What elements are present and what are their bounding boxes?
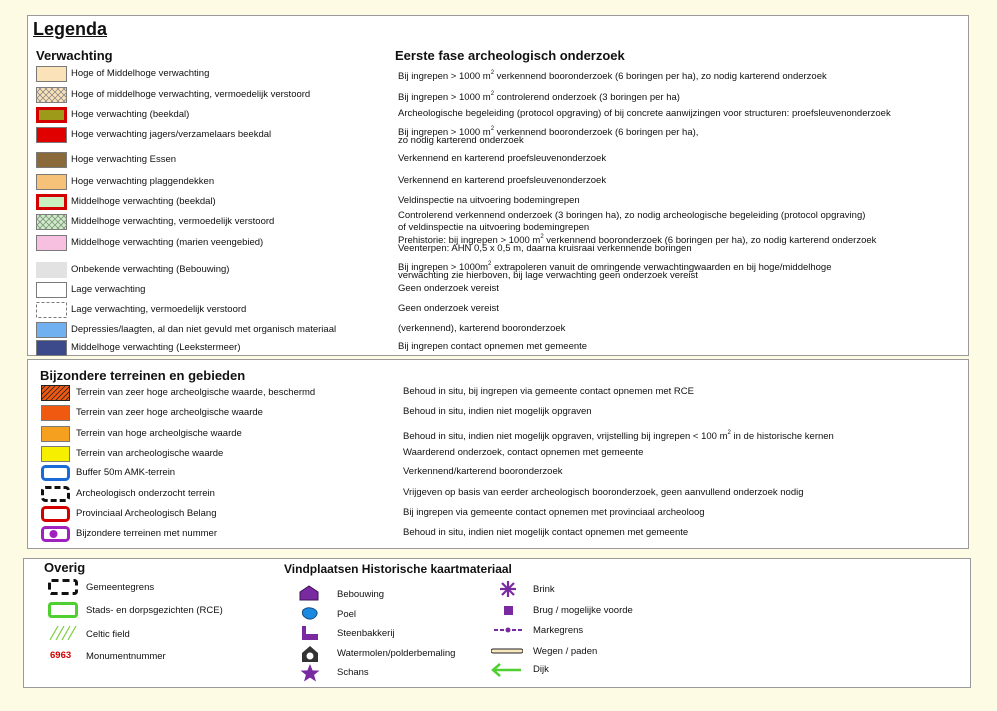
bijzondere-desc-5: Vrijgeven op basis van eerder archeologisch booronderzoek, geen aanvullend onderzoek nodig [403,487,804,498]
verwachting-symbol-3 [36,127,67,143]
bijzondere-heading: Bijzondere terreinen en gebieden [40,368,246,383]
bijzondere-symbol-3 [41,446,70,462]
dike-icon [491,663,523,677]
bijzondere-desc-4: Verkennend/karterend booronderzoek [403,466,563,477]
vind-label-brink: Brink [533,584,555,595]
verwachting-desc-9-1: verwachting zie hierboven, bij lage verwachting geen onderzoek vereist [398,270,698,281]
verwachting-desc-8-0: Prehistorie: bij ingrepen > 1000 $m^2$ verkennend booronderzoek (6 boringen per ha), zo nodig karterend onderzoek [398,234,877,246]
bijzondere-panel [27,359,969,549]
vind-label-schans: Schans [337,667,369,678]
verwachting-symbol-7 [36,214,67,230]
bijzondere-symbol-2 [41,426,70,442]
verwachting-heading: Verwachting [36,48,113,63]
verwachting-label-13: Middelhoge verwachting (Leekstermeer) [71,342,241,353]
vind-label-wegen: Wegen / paden [533,646,598,657]
bijzondere-desc-7: Behoud in situ, indien niet mogelijk contact opnemen met gemeente [403,527,689,538]
verwachting-label-10: Lage verwachting [71,284,146,295]
bijzondere-label-5: Archeologisch onderzocht terrein [76,488,215,499]
verwachting-label-3: Hoge verwachting jagers/verzamelaars beekdal [71,129,272,140]
verwachting-desc-4-0: Verkennend en karterend proefsleuvenonderzoek [398,153,607,164]
overig-label-stadsgezicht: Stads- en dorpsgezichten (RCE) [86,605,223,616]
bijzondere-symbol-4 [41,465,70,481]
verwachting-desc-11-0: Geen onderzoek vereist [398,303,499,314]
verwachting-desc-9-0: Bij ingrepen > $1000m^2$ extrapoleren vanuit de omringende verwachtingwaarden en bij hoge/middelhoge [398,261,832,273]
verwachting-label-0: Hoge of Middelhoge verwachting [71,68,210,79]
verwachting-label-11: Lage verwachting, vermoedelijk verstoord [71,304,247,315]
verwachting-symbol-0 [36,66,67,82]
bijzondere-symbol-6 [41,506,70,522]
verwachting-desc-6-0: Veldinspectie na uitvoering bodemingrepen [398,195,580,206]
townscape-icon [48,602,78,618]
bijzondere-label-4: Buffer 50m AMK-terrein [76,467,176,478]
bijzondere-label-0: Terrein van zeer hoge archeolgische waarde, beschermd [76,387,316,398]
bijzondere-label-6: Provinciaal Archeologisch Belang [76,508,217,519]
bijzondere-symbol-1 [41,405,70,421]
building-icon [298,585,320,601]
star-fort-icon [300,663,320,683]
vind-label-poel: Poel [337,609,357,620]
legend-title: Legenda [33,19,108,39]
municipal-boundary-icon [48,579,78,595]
vind-label-steenbakkerij: Steenbakkerij [337,628,395,639]
bijzondere-label-3: Terrein van archeologische waarde [76,448,224,459]
bijzondere-desc-6: Bij ingrepen via gemeente contact opnemen met provinciaal archeoloog [403,507,705,518]
pond-icon [300,606,320,622]
verwachting-desc-7-1: of veldinspectie na uitvoering bodemingrepen [398,222,590,233]
verwachting-symbol-4 [36,152,67,168]
verwachting-desc-1-0: Bij ingrepen > 1000 $m^2$ controlerend onderzoek (3 boringen per ha) [398,91,680,103]
bijzondere-desc-3: Waarderend onderzoek, contact opnemen met gemeente [403,447,644,458]
verwachting-label-4: Hoge verwachting Essen [71,154,177,165]
village-green-icon [499,580,517,598]
verwachting-desc-10-0: Geen onderzoek vereist [398,283,499,294]
bridge-icon [503,605,515,617]
verwachting-desc-2-0: Archeologische begeleiding (protocol opgraving) of bij concrete aanwijzingen voor structuren: proefsleuvenonderzoek [398,108,891,119]
bijzondere-symbol-7 [41,526,70,542]
mark-boundary-icon [493,626,523,634]
road-icon [491,647,523,655]
bijzondere-symbol-5 [41,486,70,502]
overig-label-monument: Monumentnummer [86,651,166,662]
verwachting-label-7: Middelhoge verwachting, vermoedelijk verstoord [71,216,275,227]
vind-label-brug: Brug / mogelijke voorde [533,605,633,616]
eerste-fase-heading: Eerste fase archeologisch onderzoek [395,48,625,63]
vind-label-bebouwing: Bebouwing [337,589,385,600]
verwachting-label-6: Middelhoge verwachting (beekdal) [71,196,216,207]
verwachting-desc-12-0: (verkennend), karterend booronderzoek [398,323,566,334]
watermill-icon [300,645,320,663]
vind-label-markegrens: Markegrens [533,625,584,636]
verwachting-label-8: Middelhoge verwachting (marien veengebied) [71,237,264,248]
verwachting-symbol-13 [36,340,67,356]
vind-label-watermolen: Watermolen/polderbemaling [337,648,456,659]
verwachting-desc-5-0: Verkennend en karterend proefsleuvenonderzoek [398,175,607,186]
verwachting-label-2: Hoge verwachting (beekdal) [71,109,190,120]
verwachting-symbol-6 [36,194,67,210]
verwachting-desc-7-0: Controlerend verkennend onderzoek (3 boringen ha), zo nodig archeologische begeleiding (protocol opgraving) [398,210,866,221]
verwachting-label-9: Onbekende verwachting (Bebouwing) [71,264,230,275]
verwachting-desc-3-0: Bij ingrepen > 1000 $m^2$ verkennend booronderzoek (6 boringen per ha), [398,126,699,138]
verwachting-desc-3-1: zo nodig karterend onderzoek [398,135,524,146]
verwachting-symbol-5 [36,174,67,190]
overig-heading: Overig [44,560,86,575]
vindplaatsen-heading: Vindplaatsen Historische kaartmateriaal [284,562,512,576]
verwachting-symbol-2 [36,107,67,123]
bijzondere-desc-0: Behoud in situ, bij ingrepen via gemeente contact opnemen met RCE [403,386,694,397]
bijzondere-label-7: Bijzondere terreinen met nummer [76,528,217,539]
celtic-field-icon [48,625,78,641]
verwachting-symbol-10 [36,282,67,298]
brickworks-icon [300,625,320,641]
verwachting-symbol-8 [36,235,67,251]
verwachting-desc-8-1: Veenterpen: AHN 0,5 x 0,5 m, daarna kruisraai verkennende boringen [398,243,692,254]
overig-label-celtic: Celtic field [86,629,130,640]
verwachting-label-5: Hoge verwachting plaggendekken [71,176,215,187]
verwachting-symbol-9 [36,262,67,278]
bijzondere-label-2: Terrein van hoge archeolgische waarde [76,428,242,439]
bijzondere-symbol-0 [41,385,70,401]
verwachting-symbol-11 [36,302,67,318]
verwachting-panel [27,15,969,356]
overig-label-gemeentegrens: Gemeentegrens [86,582,155,593]
vind-label-dijk: Dijk [533,664,549,675]
monument-number-icon: 6963 [50,650,72,661]
verwachting-desc-13-0: Bij ingrepen contact opnemen met gemeente [398,341,588,352]
bijzondere-desc-1: Behoud in situ, indien niet mogelijk opgraven [403,406,592,417]
verwachting-label-12: Depressies/laagten, al dan niet gevuld met organisch materiaal [71,324,337,335]
bijzondere-label-1: Terrein van zeer hoge archeolgische waarde [76,407,263,418]
bijzondere-desc-2: Behoud in situ, indien niet mogelijk opgraven, vrijstelling bij ingrepen < 100 $m^2$ in de historische kernen [403,430,834,442]
verwachting-symbol-1 [36,87,67,103]
verwachting-label-1: Hoge of middelhoge verwachting, vermoedelijk verstoord [71,89,311,100]
overig-panel [23,558,971,688]
verwachting-desc-0-0: Bij ingrepen > 1000 $m^2$ verkennend booronderzoek (6 boringen per ha), zo nodig karterend onderzoek [398,70,827,82]
verwachting-symbol-12 [36,322,67,338]
